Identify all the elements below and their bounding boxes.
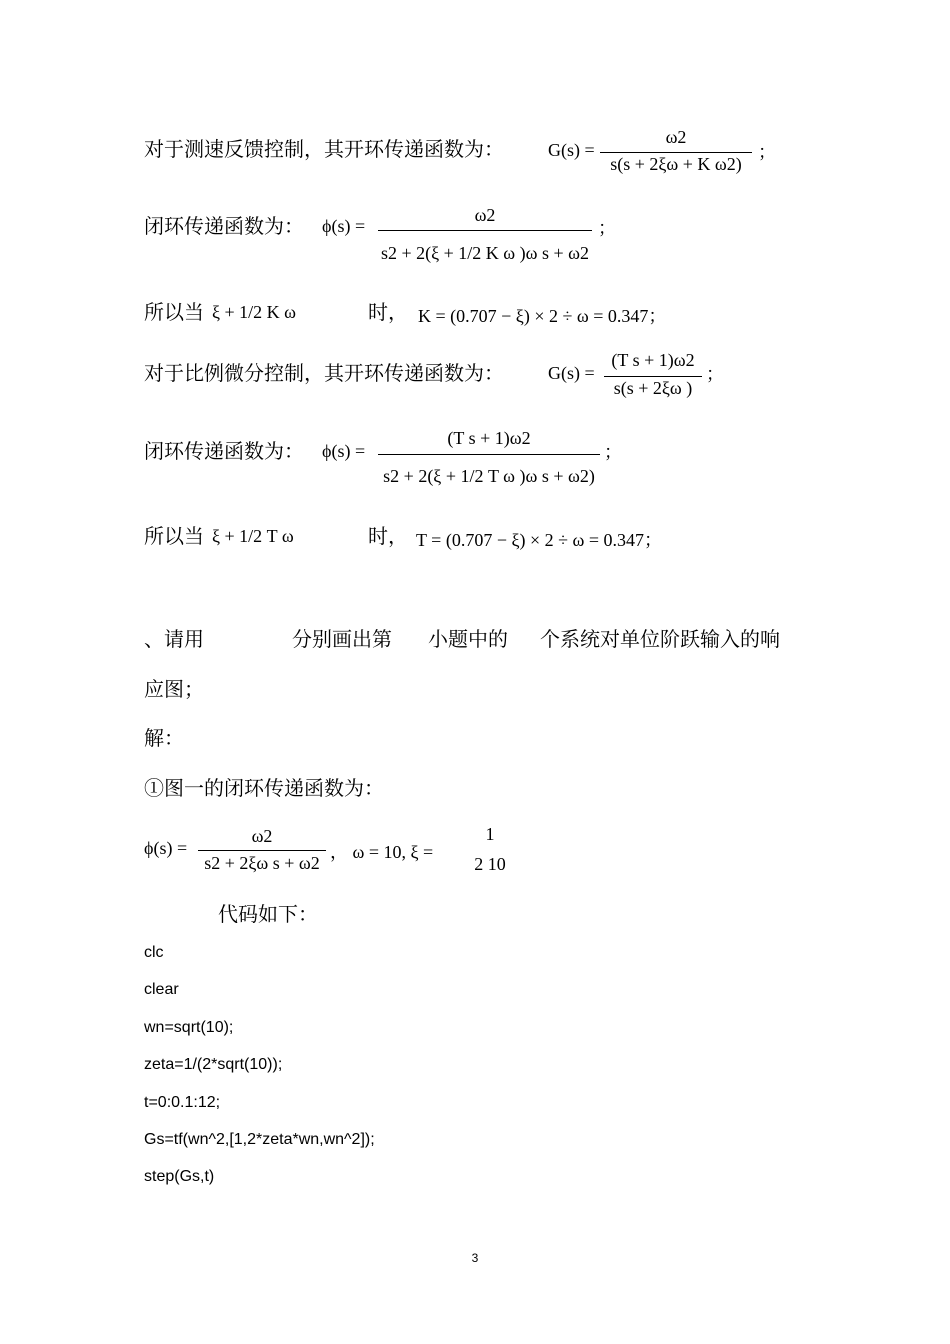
fraction-bar	[604, 376, 702, 377]
figure-one-label: ①图一的闭环传递函数为：	[144, 776, 384, 800]
closed-loop-denominator-2: s2 + 2(ξ + 1/2 T ω )ω s + ω2)	[383, 466, 595, 486]
condition-expression-1: ξ + 1/2 K ω	[212, 302, 297, 322]
fraction-bar	[378, 230, 592, 231]
code-line: zeta=1/(2*sqrt(10));	[144, 1056, 283, 1073]
document-page: 对于测速反馈控制，其开环传递函数为： G(s) = ω2 s(s + 2ξω + K ω2) ； 闭环传递函数为： ϕ(s) = ω2 s2 + 2(ξ + 1/2 K ω )ω s + ω2 ； 所以当 ξ + 1/2 K ω 时， K = (0.707 − ξ) × 2 ÷ ω = 0.347； 对于比例微分控制，其开环传递函数为： G(s) = (T s + 1)ω2 s(s + 2ξω ) ； 闭环传递函数为： ϕ(s) = (T s + 1)ω2 s2 + 2(ξ + 1/2 T ω )ω s + ω2) ； 所以当 ξ + 1/2 T ω 时， T = (0.707 − ξ) × 2 ÷ ω = 0.347； 、请用 分别画出第 小题中的 个系统对单位阶跃输入的响 应图； 解： ①图一的闭环传递函数为： ϕ(s) = ω2 s2 + 2ξω s + ω2 ， ω = 10, ξ = 1 2 10 代码如下： clc clear wn=sqrt(10); zeta=1/(2*sqrt(10)); t=0:0.1:12; Gs=tf(wn^2,[1,2*zeta*wn,wn^2]); step(Gs,t) 3	[0, 0, 950, 1344]
speed-feedback-open-loop-label: 对于测速反馈控制，其开环传递函数为：	[144, 137, 504, 161]
closed-loop-denominator-1: s2 + 2(ξ + 1/2 K ω )ω s + ω2	[380, 243, 590, 263]
pd-open-loop-numerator: (T s + 1)ω2	[611, 350, 695, 370]
open-loop-numerator: ω2	[665, 127, 687, 147]
question-fragment-4: 个系统对单位阶跃输入的响	[540, 627, 780, 651]
kt-equation: K = (0.707 − ξ) × 2 ÷ ω = 0.347；	[418, 306, 667, 326]
td-equation: T = (0.707 − ξ) × 2 ÷ ω = 0.347；	[416, 530, 663, 550]
fraction-bar	[600, 152, 752, 153]
closed-loop-label-2: 闭环传递函数为：	[144, 439, 304, 463]
question-fragment-3: 小题中的	[428, 627, 508, 651]
code-intro: 代码如下：	[218, 902, 318, 926]
open-loop-lhs: G(s) =	[548, 140, 595, 160]
closed-loop-lhs-1: ϕ(s) =	[322, 216, 366, 236]
closed-loop-numerator-2: (T s + 1)ω2	[447, 428, 531, 448]
code-line: step(Gs,t)	[144, 1168, 215, 1185]
system-one-lhs: ϕ(s) =	[144, 838, 188, 858]
question-fragment-1: 、请用	[144, 627, 204, 651]
xi-numerator: 1	[485, 824, 495, 844]
condition-label-2: 所以当	[144, 524, 204, 548]
pd-open-loop-denominator: s(s + 2ξω )	[613, 378, 693, 398]
system-one-parameters: ， ω = 10, ξ =	[330, 842, 434, 862]
closed-loop-numerator-1: ω2	[474, 205, 496, 225]
fraction-bar	[198, 850, 326, 851]
question-fragment-2: 分别画出第	[292, 627, 392, 651]
code-line: clear	[144, 981, 179, 998]
pd-open-loop-lhs: G(s) =	[548, 363, 595, 383]
solution-heading: 解：	[144, 726, 184, 750]
page-number: 3	[471, 1251, 479, 1265]
code-line: wn=sqrt(10);	[144, 1019, 234, 1036]
code-line: t=0:0.1:12;	[144, 1094, 221, 1111]
system-one-numerator: ω2	[251, 826, 273, 846]
question-fragment-5: 应图；	[144, 677, 204, 701]
xi-denominator: 2 10	[474, 854, 506, 874]
condition-when-1: 时，	[368, 300, 408, 324]
open-loop-denominator: s(s + 2ξω + K ω2)	[610, 154, 742, 174]
code-line: clc	[144, 944, 164, 961]
condition-expression-2: ξ + 1/2 T ω	[212, 526, 294, 546]
condition-when-2: 时，	[368, 524, 408, 548]
closed-loop-lhs-2: ϕ(s) =	[322, 441, 366, 461]
fraction-bar	[378, 454, 600, 455]
pd-control-open-loop-label: 对于比例微分控制，其开环传递函数为：	[144, 361, 504, 385]
closed-loop-label-1: 闭环传递函数为：	[144, 214, 304, 238]
condition-label-1: 所以当	[144, 300, 204, 324]
code-line: Gs=tf(wn^2,[1,2*zeta*wn,wn^2]);	[144, 1131, 375, 1148]
system-one-denominator: s2 + 2ξω s + ω2	[204, 853, 320, 873]
